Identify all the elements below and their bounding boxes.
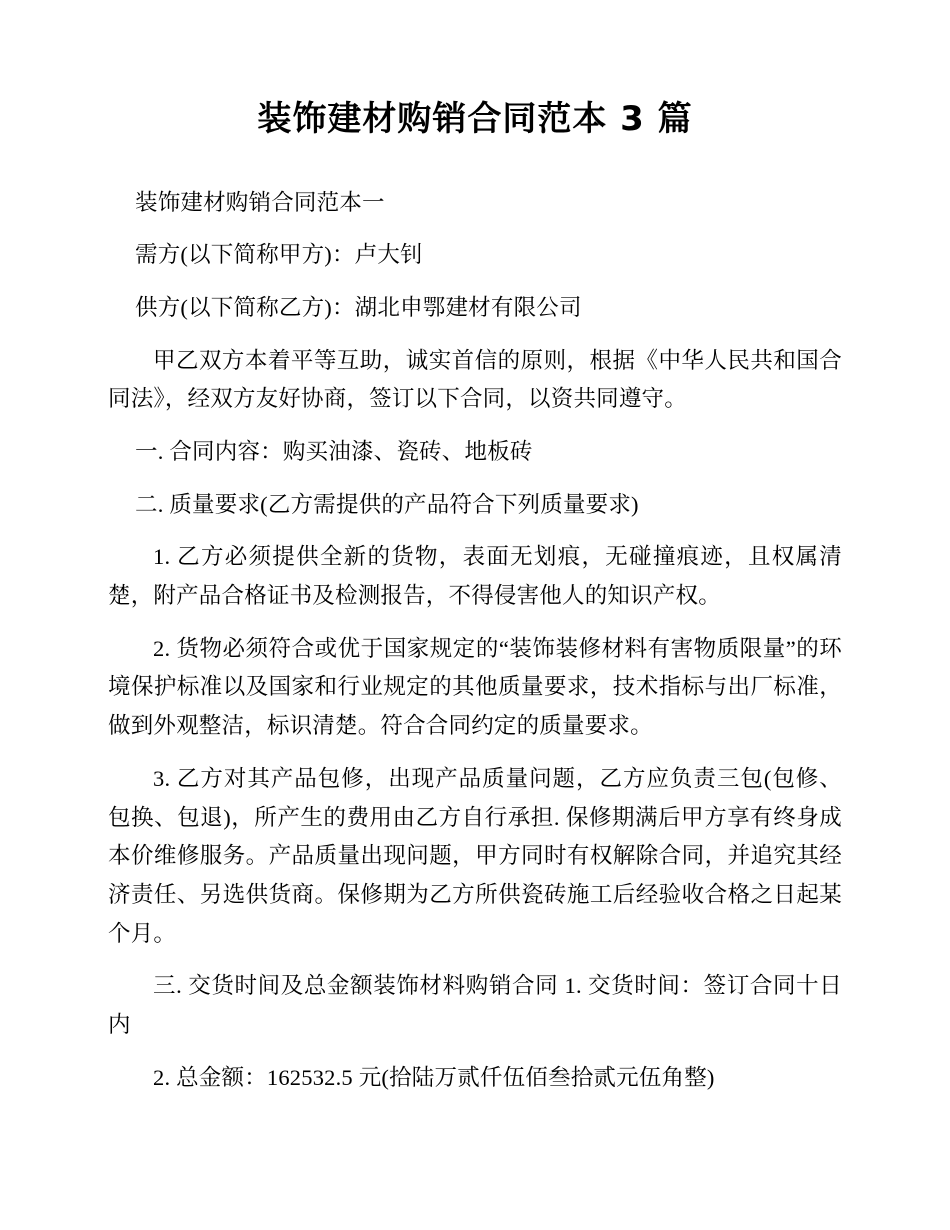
paragraph: 供方(以下简称乙方)：湖北申鄂建材有限公司 xyxy=(135,294,582,320)
paragraph: 2. 总金额：162532.5 元(拾陆万贰仟伍佰叁拾贰元伍角整) xyxy=(153,1064,715,1090)
page-title: 装饰建材购销合同范本 3 篇 xyxy=(257,99,693,139)
paragraph: 一. 合同内容：购买油漆、瓷砖、地板砖 xyxy=(135,439,533,465)
paragraph: 甲乙双方本着平等互助，诚实首信的原则，根据《中华人民共和国合同法》，经双方友好协商，签订以下合同，以资共同遵守。 xyxy=(108,347,842,412)
paragraph: 三. 交货时间及总金额装饰材料购销合同 1. 交货时间：签订合同十日内 xyxy=(108,973,842,1037)
paragraph: 二. 质量要求(乙方需提供的产品符合下列质量要求) xyxy=(135,491,639,517)
paragraph: 1. 乙方必须提供全新的货物，表面无划痕，无碰撞痕迹，且权属清楚，附产品合格证书及检测报告，不得侵害他人的知识产权。 xyxy=(108,544,842,609)
paragraph: 需方(以下简称甲方)：卢大钊 xyxy=(135,242,423,268)
paragraph: 3. 乙方对其产品包修，出现产品质量问题，乙方应负责三包(包修、包换、包退)，所产生的费用由乙方自行承担. 保修期满后甲方享有终身成本价维修服务。产品质量出现问题，甲方同时有权解除合同，并追究其经济责任、另选供货商。保修期为乙方所供瓷砖施工后经验收合格之日起某个月。 xyxy=(108,765,842,946)
paragraph: 装饰建材购销合同范本一 xyxy=(135,189,385,215)
paragraph: 2. 货物必须符合或优于国家规定的“装饰装修材料有害物质限量”的环境保护标准以及国家和行业规定的其他质量要求，技术指标与出厂标准，做到外观整洁，标识清楚。符合合同约定的质量要求。 xyxy=(108,635,842,739)
